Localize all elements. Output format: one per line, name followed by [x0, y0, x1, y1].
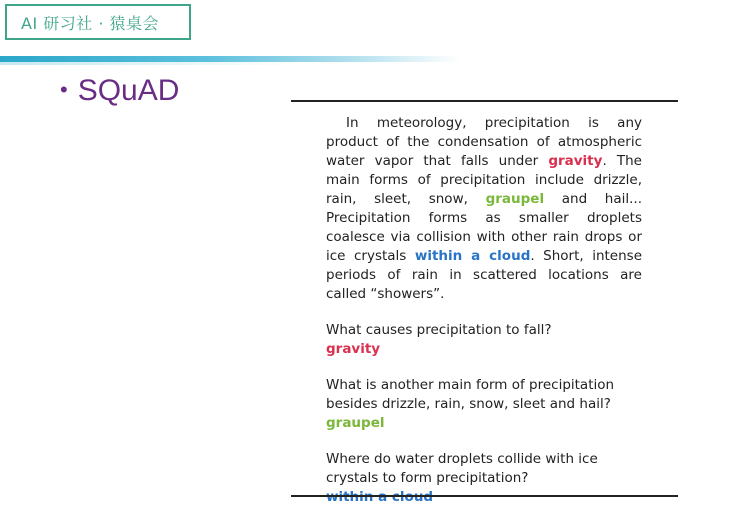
bullet-item [60, 74, 179, 108]
header-badge [5, 4, 191, 40]
highlight-graupel: graupel [485, 191, 545, 207]
answer: gravity [326, 341, 381, 357]
qa-pair [326, 450, 642, 507]
question: Where do water droplets collide with ice crystals to form precipitation? [326, 451, 598, 486]
qa-pair [326, 376, 642, 433]
highlight-gravity: gravity [548, 153, 603, 169]
passage-text-4: . Short, intense periods of rain in scattered locations are called “showers”. [326, 248, 642, 302]
highlight-within-a-cloud: within a cloud [414, 248, 531, 264]
bullet-dot-icon: • [60, 77, 68, 102]
header-title: AI 研习社 · 猿桌会 [21, 13, 160, 33]
squad-example [326, 114, 642, 507]
top-rule [291, 100, 678, 102]
answer: graupel [326, 415, 385, 431]
passage-text-3: and hail... Precipitation forms as smaller droplets coalesce via collision with other rain drops or ice crystals [326, 191, 643, 264]
passage [326, 114, 642, 304]
passage-text-2: . The main forms of precipitation include drizzle, rain, sleet, snow, [326, 153, 642, 207]
accent-stripe-light [0, 62, 300, 65]
bottom-rule [291, 495, 678, 497]
qa-pair [326, 321, 642, 359]
answer: within a cloud [326, 489, 434, 505]
passage-text-1: In meteorology, precipitation is any product of the condensation of atmospheric water vapor that falls under [326, 115, 642, 169]
bullet-label: SQuAD [77, 74, 180, 107]
question: What causes precipitation to fall? [326, 322, 552, 338]
question: What is another main form of precipitation besides drizzle, rain, snow, sleet and hail? [326, 377, 615, 412]
